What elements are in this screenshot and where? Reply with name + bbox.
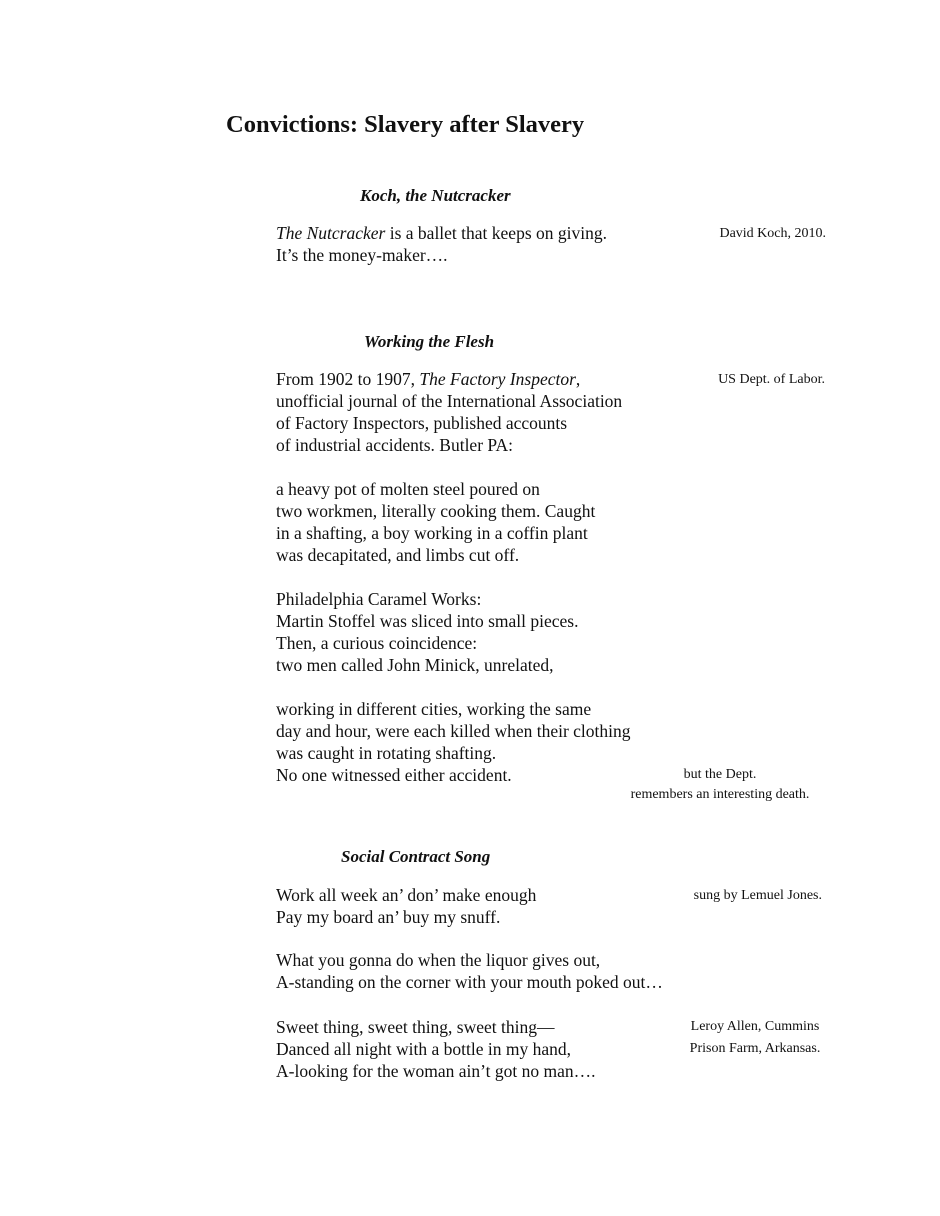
poem-line: working in different cities, working the same (276, 699, 592, 719)
poem-line: Danced all night with a bottle in my hand, (276, 1039, 572, 1059)
poem-line: What you gonna do when the liquor gives out, (276, 950, 601, 970)
poem-line: day and hour, were each killed when their clothing (276, 721, 631, 741)
source-note: Leroy Allen, Cummins (690, 1019, 820, 1034)
poem-line: unofficial journal of the International Association (276, 391, 623, 411)
page-title: Convictions: Slavery after Slavery (226, 111, 585, 138)
poem-line: was caught in rotating shafting. (276, 743, 497, 763)
source-note: sung by Lemuel Jones. (693, 888, 822, 903)
italic-title: The Nutcracker (276, 223, 386, 243)
section-heading-working-the-flesh: Working the Flesh (364, 332, 495, 351)
poem-line: Then, a curious coincidence: (276, 633, 478, 653)
poem-line: A-looking for the woman ain’t got no man…. (276, 1061, 596, 1081)
poem-line: From 1902 to 1907, The Factory Inspector, (276, 369, 581, 389)
margin-note: but the Dept. (683, 767, 757, 782)
section-heading-koch: Koch, the Nutcracker (360, 186, 511, 205)
poem-line: Pay my board an’ buy my snuff. (276, 907, 501, 927)
poem-line: No one witnessed either accident. (276, 765, 512, 785)
poem-line: in a shafting, a boy working in a coffin plant (276, 523, 588, 543)
poem-line: two men called John Minick, unrelated, (276, 655, 554, 675)
poem-line: Sweet thing, sweet thing, sweet thing— (276, 1017, 555, 1037)
poem-line: The Nutcracker is a ballet that keeps on giving. (276, 223, 607, 243)
poem-line: a heavy pot of molten steel poured on (276, 479, 540, 499)
source-note: David Koch, 2010. (719, 226, 826, 241)
source-note: Prison Farm, Arkansas. (689, 1041, 821, 1056)
margin-note: remembers an interesting death. (630, 787, 810, 802)
source-note: US Dept. of Labor. (718, 372, 825, 387)
italic-title: The Factory Inspector (419, 369, 576, 389)
poem-line: was decapitated, and limbs cut off. (276, 545, 520, 565)
poem-line: two workmen, literally cooking them. Caught (276, 501, 596, 521)
section-heading-social-contract-song: Social Contract Song (341, 847, 491, 866)
poem-line: A-standing on the corner with your mouth poked out… (276, 972, 663, 992)
poem-line: of industrial accidents. Butler PA: (276, 435, 514, 455)
poem-line: of Factory Inspectors, published accounts (276, 413, 568, 433)
poem-line: Philadelphia Caramel Works: (276, 589, 482, 609)
poem-line: Work all week an’ don’ make enough (276, 885, 537, 905)
poem-line: It’s the money-maker…. (276, 245, 448, 265)
poem-line: Martin Stoffel was sliced into small pieces. (276, 611, 579, 631)
